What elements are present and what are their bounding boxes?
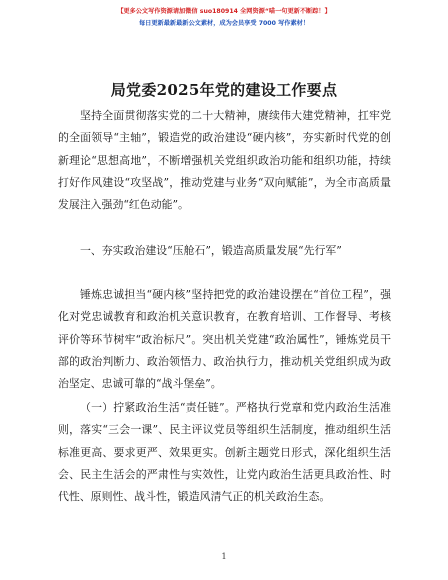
subsection-1-paragraph: （一）拧紧政治生活“责任链”。严格执行党章和党内政治生活准则，落实“三会一课”、民主评议党员等组织生活制度，推动组织生活标准更高、要求更严、效果更实。创新主题党日形式，深化组织生活会、民主生活会的严肃性与实效性，让党内政治生活更具政治性、时代性、原则性、战斗性，锻造风清气正的机关政治生态。 <box>58 401 391 504</box>
section-1-heading: 一、夯实政治建设“压舱石”，锻造高质量发展“先行军” <box>80 244 342 257</box>
promo-banner-line-2: 每日更新最新最新公文素材，成为会员享受 7000 写作素材！ <box>138 20 310 27</box>
page-number: 1 <box>221 552 227 561</box>
section-1-paragraph: 锤炼忠诚担当“硬内核”坚持把党的政治建设摆在“首位工程”，强化对党忠诚教育和政治机关意识教育，在教育培训、工作督导、考核评价等环节树牢“政治标尺”。突出机关党建“政治属性”，锤炼党员干部的政治判断力、政治领悟力、政治执行力，推动机关党组织成为政治坚定、忠诚可靠的“战斗堡垒”。 <box>58 288 391 391</box>
promo-banner-line-1: 【更多公文写作资源请加微信 suo180914 全网资源“喵一句更新不断踪！】 <box>117 8 331 15</box>
intro-paragraph: 坚持全面贯彻落实党的二十大精神，赓续伟大建党精神，扛牢党的全面领导“主轴”，锻造党的政治建设“硬内核”，夯实新时代党的创新理论“思想高地”，不断增强机关党组织政治功能和组织功能，持续打好作风建设“攻坚战”，推动党建与业务“双向赋能”，为全市高质量发展注入强劲“红色动能”。 <box>58 109 391 212</box>
document-title: 局党委2025年党的建设工作要点 <box>110 81 338 99</box>
